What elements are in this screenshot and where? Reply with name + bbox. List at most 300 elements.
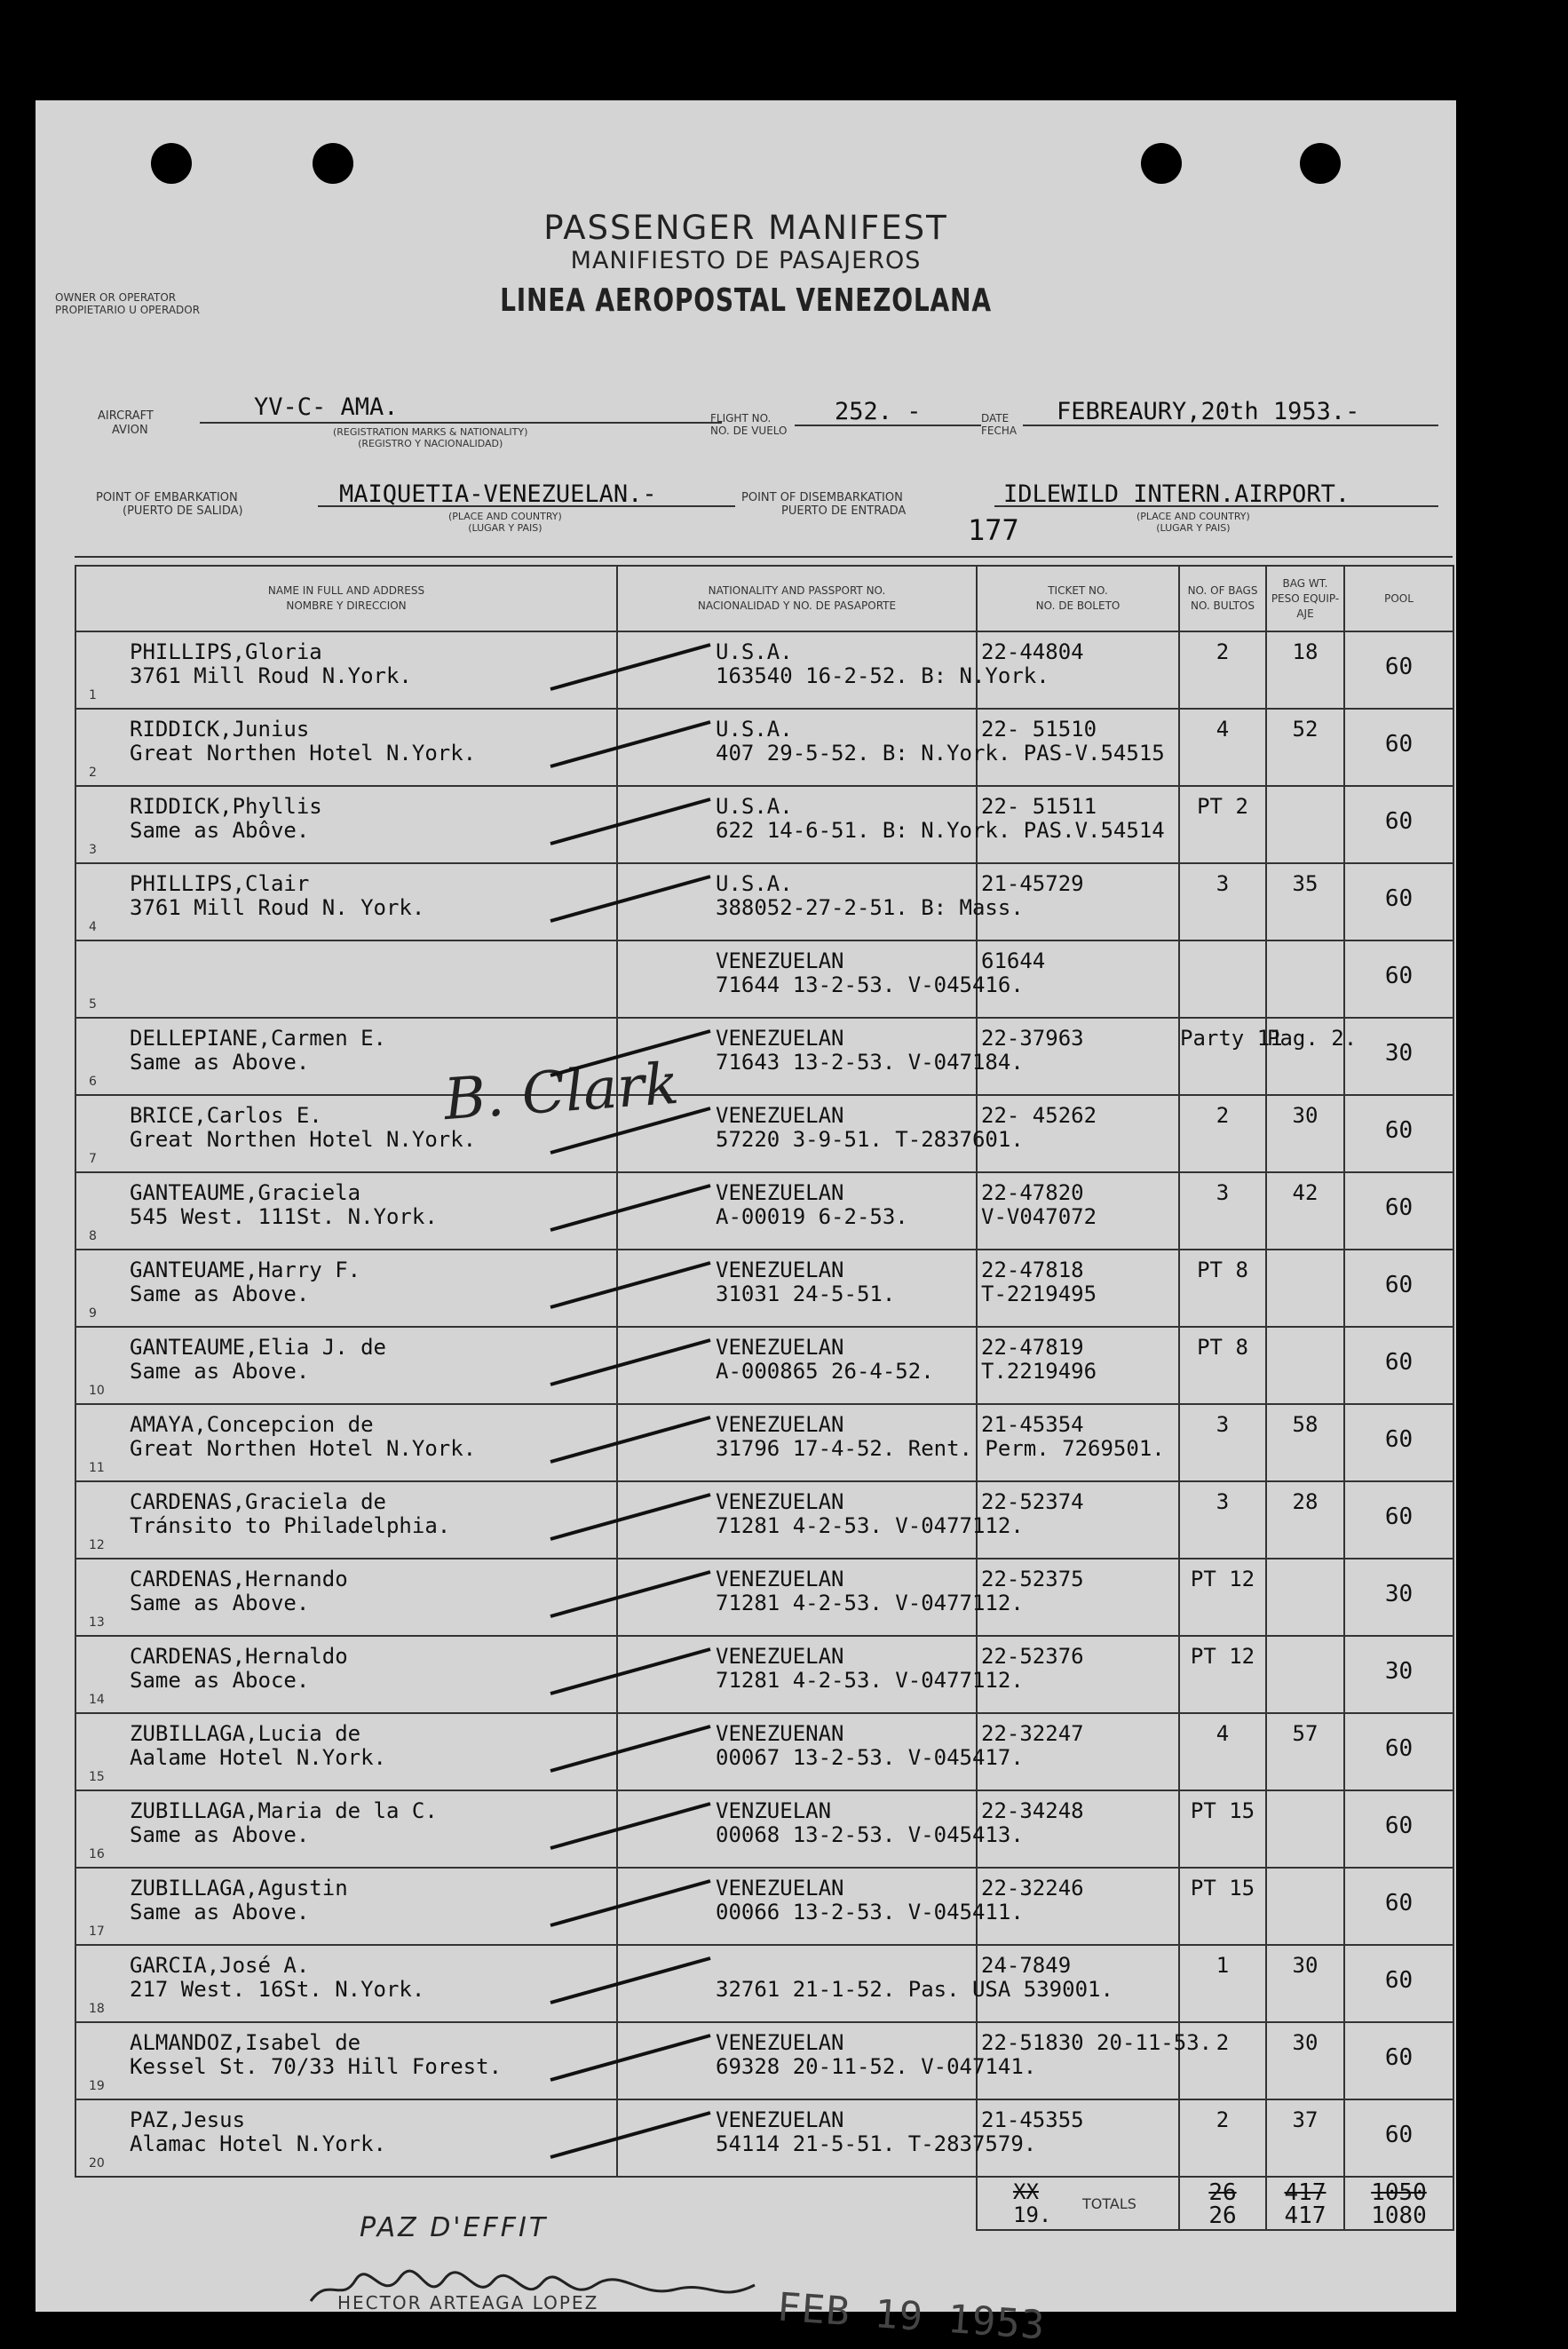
ticket-cell: [977, 2022, 1213, 2099]
bag-count: 4: [1216, 717, 1230, 742]
date-label: DATE FECHA: [981, 412, 1018, 437]
passport: 71644 13-2-53. V-045416.: [716, 972, 1024, 997]
name-cell: [75, 2099, 617, 2177]
ticket-number-2: V-V047072: [981, 1204, 1097, 1229]
pool-weight: 60: [1384, 1967, 1414, 1994]
row-number: 20: [89, 2156, 105, 2170]
flight-value: 252. -: [835, 398, 922, 425]
passenger-name: GANTEAUME,Graciela: [130, 1180, 361, 1205]
bags-cell: [1179, 786, 1266, 863]
ticket-number: 22-52374: [981, 1489, 1084, 1514]
nationality-cell: [617, 1636, 1024, 1713]
passport: 00067 13-2-53. V-045417.: [716, 1745, 1024, 1770]
pool-weight: 60: [1384, 1272, 1414, 1298]
nationality-cell: [617, 1790, 1024, 1868]
name-cell: [75, 1250, 617, 1327]
passenger-name: CARDENAS,Hernando: [130, 1567, 348, 1591]
totals-weight-cell: [1266, 2177, 1344, 2230]
pool-weight: 60: [1384, 2044, 1414, 2071]
ticket-cell: [977, 1636, 1179, 1713]
bag-count: 3: [1216, 871, 1230, 896]
weight-cell: [1266, 2099, 1344, 2177]
weight-cell: [1266, 1327, 1344, 1404]
ticket-number: 22-52376: [981, 1644, 1084, 1669]
weight-cell: [1266, 1559, 1344, 1636]
bags-cell: [1179, 1868, 1266, 1945]
ticket-cell: [977, 1018, 1179, 1095]
ticket-number: 22-34248: [981, 1798, 1084, 1823]
pool-weight: 60: [1384, 1813, 1414, 1839]
ticket-number: 21-45729: [981, 871, 1084, 896]
table-row: [75, 1790, 1453, 1868]
col-header-bags: NO. OF BAGS NO. BULTOS: [1179, 566, 1266, 631]
pool-weight: 60: [1384, 963, 1414, 989]
totals-pool-cell: [1344, 2177, 1453, 2230]
ticket-cell: [977, 1713, 1179, 1790]
nationality-cell: [617, 1172, 977, 1250]
embarkation-value: MAIQUETIA-VENEZUELAN.-: [339, 480, 657, 508]
ticket-number: 21-45354: [981, 1412, 1084, 1437]
pool-cell: [1344, 631, 1453, 709]
ticket-number: 61644: [981, 948, 1046, 973]
passport: A-000865 26-4-52.: [716, 1359, 934, 1384]
bags-cell: [1179, 709, 1266, 786]
passenger-name: GANTEAUME,Elia J. de: [130, 1335, 386, 1360]
pool-weight: 30: [1384, 1040, 1414, 1067]
totals-pool: 1080: [1371, 2202, 1427, 2229]
pool-cell: [1344, 1095, 1453, 1172]
disembarkation-value: IDLEWILD INTERN.AIRPORT.: [1003, 480, 1350, 508]
weight-cell: [1266, 709, 1344, 786]
bag-weight: 52: [1292, 717, 1319, 742]
passenger-address: Same as Above.: [130, 1282, 310, 1306]
row-number: 6: [89, 1075, 97, 1089]
bag-count: 2: [1216, 1103, 1230, 1128]
pool-cell: [1344, 1327, 1453, 1404]
row-number: 19: [89, 2079, 105, 2093]
nationality-cell: [617, 1559, 1024, 1636]
passport: 31796 17-4-52. Rent. Perm. 7269501.: [716, 1436, 1165, 1461]
ticket-number: 22- 51510: [981, 717, 1097, 742]
ticket-cell: [977, 1868, 1179, 1945]
col-header-pool: POOL: [1344, 566, 1453, 631]
bag-count: PT 2: [1197, 794, 1248, 819]
name-cell: [75, 1945, 617, 2022]
passport: 32761 21-1-52. Pas. USA 539001.: [716, 1977, 1113, 2002]
bags-cell: [1179, 1327, 1266, 1404]
col-header-bag-weight: BAG WT. PESO EQUIP- AJE: [1266, 566, 1344, 631]
nationality: VENEZUELAN: [716, 2030, 844, 2055]
pool-cell: [1344, 863, 1453, 940]
pool-cell: [1344, 1481, 1453, 1559]
passenger-name: ZUBILLAGA,Agustin: [130, 1876, 348, 1901]
passport: 71643 13-2-53. V-047184.: [716, 1050, 1024, 1075]
bag-weight: 18: [1292, 639, 1319, 664]
nationality-cell: [617, 1250, 977, 1327]
bag-count: PT 8: [1197, 1335, 1248, 1360]
passenger-address: 217 West. 16St. N.York.: [130, 1977, 425, 2002]
table-top-rule: [75, 556, 1453, 558]
bag-count: PT 15: [1190, 1798, 1255, 1823]
pool-cell: [1344, 2099, 1453, 2177]
flight-label: FLIGHT NO. NO. DE VUELO: [710, 412, 788, 437]
nationality-cell: [617, 1327, 977, 1404]
handwritten-signature-row5: B. Clark: [441, 1051, 681, 1134]
weight-cell: [1266, 1095, 1344, 1172]
bag-weight: 30: [1292, 1953, 1319, 1978]
passport: 57220 3-9-51. T-2837601.: [716, 1127, 1024, 1152]
totals-count-struck: XX: [1013, 2179, 1039, 2204]
ticket-number: 22-47820: [981, 1180, 1084, 1205]
passport: 00068 13-2-53. V-045413.: [716, 1822, 1024, 1847]
table-row: [75, 1868, 1453, 1945]
row-number: 9: [89, 1306, 97, 1321]
ticket-number: 22- 45262: [981, 1103, 1097, 1128]
pool-weight: 60: [1384, 1194, 1414, 1221]
bags-cell: [1179, 1095, 1266, 1172]
bag-count: PT 8: [1197, 1258, 1248, 1282]
nationality: U.S.A.: [716, 871, 793, 896]
nationality: U.S.A.: [716, 794, 793, 819]
table-row: [75, 1713, 1453, 1790]
table-row: [75, 1095, 1453, 1172]
punch-hole: [313, 143, 353, 184]
bags-cell: [1179, 1172, 1266, 1250]
registration-caption: (REGISTRATION MARKS & NATIONALITY) (REGISTRO Y NACIONALIDAD): [333, 426, 528, 449]
row-number: 3: [89, 843, 97, 857]
weight-cell: [1266, 631, 1344, 709]
nationality: VENEZUELAN: [716, 1258, 844, 1282]
row-number: 8: [89, 1229, 97, 1243]
bags-cell: [1179, 1945, 1266, 2022]
ticket-cell: [977, 1945, 1179, 2022]
bag-weight: Pag. 2.: [1267, 1026, 1358, 1051]
nationality: VENEZUELAN: [716, 1644, 844, 1669]
passenger-address: Same as Above.: [130, 1591, 310, 1615]
ticket-cell: [977, 2099, 1179, 2177]
passenger-address: Kessel St. 70/33 Hill Forest.: [130, 2054, 503, 2079]
ticket-number: 22- 51511: [981, 794, 1097, 819]
passport: 71281 4-2-53. V-0477112.: [716, 1513, 1024, 1538]
col-header-name: NAME IN FULL AND ADDRESS NOMBRE Y DIRECCION: [75, 566, 617, 631]
ticket-cell: [977, 863, 1179, 940]
bags-cell: [1179, 1481, 1266, 1559]
row-number: 1: [89, 688, 97, 702]
bags-cell: [1179, 1636, 1266, 1713]
nationality: VENEZUELAN: [716, 2107, 844, 2132]
bag-count: 4: [1216, 1721, 1230, 1746]
pool-cell: [1344, 2022, 1453, 2099]
table-row: [75, 1636, 1453, 1713]
ticket-number: 22-32247: [981, 1721, 1084, 1746]
ticket-cell: [977, 1172, 1179, 1250]
row-number: 2: [89, 766, 97, 780]
passenger-name: DELLEPIANE,Carmen E.: [130, 1026, 386, 1051]
signature-caption: HECTOR ARTEAGA LOPEZ: [337, 2292, 599, 2313]
totals-weight-struck: 417: [1284, 2179, 1326, 2206]
passenger-name: PAZ,Jesus: [130, 2107, 246, 2132]
passenger-name: RIDDICK,Phyllis: [130, 794, 322, 819]
ticket-cell: [977, 1790, 1179, 1868]
nationality: VENEZUELAN: [716, 1412, 844, 1437]
table-row: [75, 940, 1453, 1018]
table-header-row: [75, 566, 1453, 631]
passenger-address: Same as Aboce.: [130, 1668, 310, 1693]
row-number: 18: [89, 2002, 105, 2016]
nationality-cell: [617, 2022, 1037, 2099]
col-header-nationality: NATIONALITY AND PASSPORT NO. NACIONALIDAD Y NO. DE PASAPORTE: [617, 566, 977, 631]
disembarkation-label: POINT OF DISEMBARKATION PUERTO DE ENTRADA: [741, 491, 907, 518]
row-number: 16: [89, 1847, 105, 1861]
passport: 71281 4-2-53. V-0477112.: [716, 1668, 1024, 1693]
bags-cell: [1179, 2022, 1266, 2099]
passenger-address: Great Northen Hotel N.York.: [130, 741, 477, 766]
ticket-number: 22-47818: [981, 1258, 1084, 1282]
passport: 71281 4-2-53. V-0477112.: [716, 1591, 1024, 1615]
pool-weight: 60: [1384, 2122, 1414, 2148]
totals-count-cell: [977, 2177, 1179, 2230]
pool-weight: 60: [1384, 654, 1414, 680]
passenger-name: ZUBILLAGA,Lucia de: [130, 1721, 361, 1746]
row-number: 17: [89, 1924, 105, 1939]
punch-hole: [1141, 143, 1182, 184]
passenger-table: [75, 565, 1454, 2231]
passenger-address: Tránsito to Philadelphia.: [130, 1513, 451, 1538]
name-cell: [75, 1481, 617, 1559]
pool-cell: [1344, 940, 1453, 1018]
bag-count: PT 12: [1190, 1567, 1255, 1591]
pool-weight: 60: [1384, 885, 1414, 912]
totals-weight: 417: [1284, 2202, 1326, 2229]
row-number: 4: [89, 920, 97, 934]
received-date-stamp: FEB 19 1953: [775, 2284, 1047, 2349]
passenger-address: Same as Above.: [130, 1900, 310, 1924]
nationality: VENEZUELAN: [716, 1567, 844, 1591]
row-number: 15: [89, 1770, 105, 1784]
ticket-number-2: T-2219495: [981, 1282, 1097, 1306]
nationality: VENEZUELAN: [716, 1103, 844, 1128]
name-cell: [75, 940, 617, 1018]
table-row: [75, 1172, 1453, 1250]
bag-weight: 42: [1292, 1180, 1319, 1205]
nationality-cell: [617, 1481, 1024, 1559]
weight-cell: [1266, 786, 1344, 863]
table-row: [75, 1481, 1453, 1559]
nationality-cell: [617, 1713, 1024, 1790]
bags-cell: [1179, 1713, 1266, 1790]
weight-cell: [1266, 940, 1344, 1018]
passenger-name: PHILLIPS,Clair: [130, 871, 310, 896]
nationality: VENEZUELAN: [716, 948, 844, 973]
pool-weight: 60: [1384, 1349, 1414, 1376]
ticket-number: 22-32246: [981, 1876, 1084, 1901]
passenger-name: ALMANDOZ,Isabel de: [130, 2030, 361, 2055]
passenger-name: AMAYA,Concepcion de: [130, 1412, 374, 1437]
bags-cell: [1179, 2099, 1266, 2177]
owner-label: OWNER OR OPERATOR PROPIETARIO U OPERADOR: [55, 291, 201, 316]
pool-weight: 60: [1384, 1426, 1414, 1453]
pool-cell: [1344, 1172, 1453, 1250]
table-row: [75, 1945, 1453, 2022]
table-row: [75, 1327, 1453, 1404]
bags-cell: [1179, 1018, 1283, 1095]
bag-weight: 57: [1292, 1721, 1319, 1746]
passenger-address: Same as Above.: [130, 1822, 310, 1847]
pool-cell: [1344, 1559, 1453, 1636]
pool-weight: 60: [1384, 1890, 1414, 1916]
table-row: [75, 2099, 1453, 2177]
embarkation-label: POINT OF EMBARKATION (PUERTO DE SALIDA): [96, 491, 243, 518]
nationality: VENEZUELAN: [716, 1026, 844, 1051]
disembark-place-caption: (PLACE AND COUNTRY) (LUGAR Y PAIS): [1136, 511, 1250, 534]
name-cell: [75, 709, 617, 786]
passenger-address: Aalame Hotel N.York.: [130, 1745, 386, 1770]
page-number: 177: [968, 513, 1019, 547]
pool-cell: [1344, 1018, 1453, 1095]
bag-count: 3: [1216, 1489, 1230, 1514]
passenger-address: Great Northen Hotel N.York.: [130, 1127, 477, 1152]
handwritten-note-row20: PAZ D'EFFIT: [360, 2212, 549, 2243]
name-cell: [75, 631, 617, 709]
passport: 00066 13-2-53. V-045411.: [716, 1900, 1024, 1924]
nationality: VENEZUELAN: [716, 1489, 844, 1514]
passenger-name: CARDENAS,Hernaldo: [130, 1644, 348, 1669]
nationality: VENEZUENAN: [716, 1721, 844, 1746]
bag-count: 3: [1216, 1180, 1230, 1205]
bag-count: 1: [1216, 1953, 1230, 1978]
table-row: [75, 2022, 1453, 2099]
nationality: VENEZUELAN: [716, 1180, 844, 1205]
passenger-address: 545 West. 111St. N.York.: [130, 1204, 438, 1229]
weight-cell: [1266, 1713, 1344, 1790]
nationality: VENEZUELAN: [716, 1335, 844, 1360]
pool-weight: 60: [1384, 1735, 1414, 1762]
weight-cell: [1266, 1250, 1344, 1327]
totals-pool-struck: 1050: [1371, 2179, 1427, 2206]
nationality-cell: [617, 863, 1024, 940]
pool-cell: [1344, 1404, 1453, 1481]
ticket-cell: [977, 1559, 1179, 1636]
bags-cell: [1179, 1250, 1266, 1327]
weight-cell: [1266, 1945, 1344, 2022]
passenger-name: GARCIA,José A.: [130, 1953, 310, 1978]
passenger-name: GANTEUAME,Harry F.: [130, 1258, 361, 1282]
bags-cell: [1179, 1404, 1266, 1481]
pool-cell: [1344, 786, 1453, 863]
col-header-ticket: TICKET NO. NO. DE BOLETO: [977, 566, 1179, 631]
aircraft-underline: [200, 422, 722, 424]
table-row: [75, 631, 1453, 709]
passenger-name: PHILLIPS,Gloria: [130, 639, 322, 664]
bag-weight: 28: [1292, 1489, 1319, 1514]
bag-weight: 30: [1292, 2030, 1319, 2055]
ticket-cell: [977, 709, 1179, 786]
weight-cell: [1266, 1404, 1344, 1481]
passport: 69328 20-11-52. V-047141.: [716, 2054, 1037, 2079]
bag-count: PT 15: [1190, 1876, 1255, 1901]
name-cell: [75, 1559, 617, 1636]
weight-cell: [1266, 1868, 1344, 1945]
bag-count: 2: [1216, 2030, 1230, 2055]
row-number: 10: [89, 1384, 105, 1398]
passport: A-00019 6-2-53.: [716, 1204, 908, 1229]
bag-count: 2: [1216, 2107, 1230, 2132]
bags-cell: [1179, 631, 1266, 709]
passenger-name: CARDENAS,Graciela de: [130, 1489, 386, 1514]
name-cell: [75, 1327, 617, 1404]
airline-name: LINEA AEROPOSTAL VENEZOLANA: [500, 282, 992, 319]
manifest-title: PASSENGER MANIFEST: [543, 209, 948, 247]
bags-cell: [1179, 1559, 1266, 1636]
ticket-number: 22-52375: [981, 1567, 1084, 1591]
bag-count: PT 12: [1190, 1644, 1255, 1669]
punch-hole: [1300, 143, 1341, 184]
manifest-page: [36, 100, 1456, 2349]
pool-weight: 60: [1384, 1117, 1414, 1144]
table-row: [75, 1018, 1453, 1095]
ticket-number: 21-45355: [981, 2107, 1084, 2132]
name-cell: [75, 1790, 617, 1868]
nationality-cell: [617, 1868, 1024, 1945]
passport: 163540 16-2-52. B: N.York.: [716, 663, 1049, 688]
totals-count: 19.: [1013, 2202, 1052, 2227]
aircraft-value: YV-C- AMA.: [254, 393, 399, 421]
weight-cell: [1266, 1481, 1344, 1559]
ticket-cell: [977, 1250, 1179, 1327]
table-row: [75, 1250, 1453, 1327]
ticket-cell: [977, 940, 1179, 1018]
ticket-cell: [977, 1095, 1179, 1172]
ticket-number: 22-51830 20-11-53.: [981, 2030, 1213, 2055]
bag-weight: 58: [1292, 1412, 1319, 1437]
passenger-address: Great Northen Hotel N.York.: [130, 1436, 477, 1461]
weight-cell: [1266, 1636, 1344, 1713]
totals-label: TOTALS: [1082, 2195, 1136, 2212]
ticket-cell: [977, 1404, 1179, 1481]
bag-weight: 30: [1292, 1103, 1319, 1128]
bags-cell: [1179, 1790, 1266, 1868]
totals-bags-struck: 26: [1208, 2179, 1237, 2206]
pool-cell: [1344, 1790, 1453, 1868]
embark-place-caption: (PLACE AND COUNTRY) (LUGAR Y PAIS): [448, 511, 562, 534]
weight-cell: [1266, 2022, 1344, 2099]
weight-cell: [1266, 1018, 1358, 1095]
weight-cell: [1266, 1790, 1344, 1868]
ticket-cell: [977, 1481, 1179, 1559]
name-cell: [75, 2022, 617, 2099]
bags-cell: [1179, 940, 1266, 1018]
ticket-number-2: T.2219496: [981, 1359, 1097, 1384]
nationality: VENZUELAN: [716, 1798, 832, 1823]
weight-cell: [1266, 863, 1344, 940]
weight-cell: [1266, 1172, 1344, 1250]
name-cell: [75, 1404, 617, 1481]
ticket-cell: [977, 786, 1179, 863]
pool-cell: [1344, 1250, 1453, 1327]
nationality: VENEZUELAN: [716, 1876, 844, 1901]
passport: 622 14-6-51. B: N.York. PAS.V.54514: [716, 818, 1165, 843]
table-row: [75, 1404, 1453, 1481]
pool-weight: 30: [1384, 1581, 1414, 1607]
passenger-address: Same as Above.: [130, 1359, 310, 1384]
passport: 31031 24-5-51.: [716, 1282, 896, 1306]
row-number: 14: [89, 1693, 105, 1707]
pool-cell: [1344, 1945, 1453, 2022]
totals-bags: 26: [1208, 2202, 1237, 2229]
row-number: 7: [89, 1152, 97, 1166]
row-number: 13: [89, 1615, 105, 1630]
name-cell: [75, 1713, 617, 1790]
